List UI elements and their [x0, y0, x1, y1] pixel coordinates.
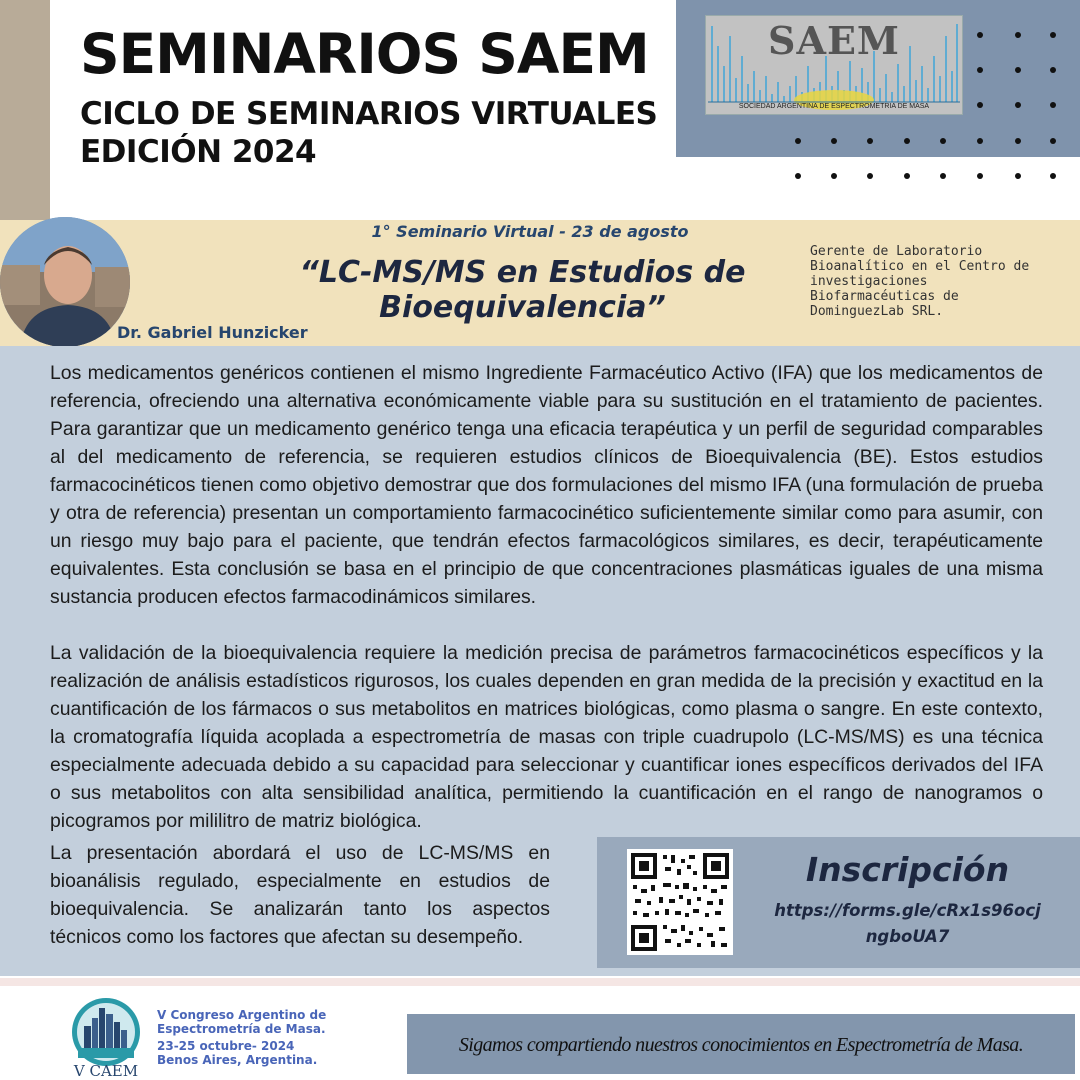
subtitle-line-2: EDICIÓN 2024 — [80, 134, 317, 170]
dot — [795, 173, 801, 179]
page-subtitle — [80, 95, 657, 171]
dot — [977, 173, 983, 179]
registration-title: Inscripción — [805, 850, 1010, 889]
city-skyline-icon — [70, 996, 142, 1068]
speaker-role-line: Gerente de Laboratorio — [810, 244, 983, 259]
subtitle-line-1: CICLO DE SEMINARIOS VIRTUALES — [80, 96, 658, 132]
qr-code-icon — [627, 849, 733, 955]
dot — [867, 173, 873, 179]
dot — [1050, 138, 1056, 144]
dot — [940, 138, 946, 144]
logo-wordmark: SAEM — [768, 18, 900, 63]
dot — [904, 173, 910, 179]
page-title: SEMINARIOS SAEM — [80, 22, 649, 86]
decorative-stripe — [0, 0, 50, 220]
dot — [977, 67, 983, 73]
caem-label: V CAEM — [73, 1062, 139, 1080]
speaker-role — [810, 244, 1070, 319]
dot — [795, 138, 801, 144]
congress-line: V Congreso Argentino de — [157, 1008, 327, 1022]
dot — [1015, 102, 1021, 108]
congress-line: Espectrometría de Masa. — [157, 1022, 326, 1036]
dot — [1050, 173, 1056, 179]
dot — [1050, 102, 1056, 108]
dot — [977, 102, 983, 108]
dot — [977, 32, 983, 38]
talk-title-line-2: Bioequivalencia” — [379, 290, 666, 325]
caem-logo — [70, 996, 142, 1068]
speaker-photo — [0, 217, 130, 347]
dot — [1015, 67, 1021, 73]
dot — [1015, 138, 1021, 144]
speaker-role-line: DominguezLab SRL. — [810, 304, 944, 319]
dot — [940, 173, 946, 179]
tagline: Sigamos compartiendo nuestros conocimientos en Espectrometría de Masa. — [458, 1034, 1024, 1056]
congress-line: Benos Aires, Argentina. — [157, 1053, 318, 1067]
talk-title — [250, 255, 795, 325]
dot — [831, 173, 837, 179]
abstract-paragraph-1: Los medicamentos genéricos contienen el mismo Ingrediente Farmacéutico Activo (IFA) que los medicamentos de referencia, ofreciendo una alternativa económicamente viable para su sustitución en el tratamiento de pacientes. Para garantizar que un medicamento genérico tenga una eficacia terapéutica y un perfil de seguridad comparables al del medicamento de referencia, se requieren estudios clínicos de Bioequivalencia (BE). Estos estudios farmacocinéticos tienen como objetivo demostrar que dos formulaciones del mismo IFA (una formulación de prueba y otra de referencia) presentan un comportamiento farmacocinético suficientemente similar como para asumir, con un riesgo muy bajo para el paciente, que tendrán efectos farmacológicos similares, es decir, terapéuticamente equivalentes. Esta conclusión se basa en el principio de que concentraciones plasmáticas iguales de una misma sustancia producen efectos farmacodinámicos similares. — [50, 362, 1043, 608]
abstract-paragraph-3: La presentación abordará el uso de LC-MS/MS en bioanálisis regulado, especialmente en estudios de bioequivalencia. Se analizarán tanto los aspectos técnicos como los factores que afectan su desempeño. — [50, 842, 550, 948]
dot — [1050, 67, 1056, 73]
logo-full-name: SOCIEDAD ARGENTINA DE ESPECTROMETRIA DE MASA — [738, 103, 930, 110]
dot — [904, 138, 910, 144]
footer-divider — [0, 978, 1080, 986]
speaker-portrait-icon — [0, 217, 130, 347]
qr-code[interactable] — [627, 849, 733, 955]
saem-logo — [705, 15, 963, 115]
dot — [1015, 32, 1021, 38]
speaker-role-line: investigaciones — [810, 274, 928, 289]
dot — [831, 138, 837, 144]
dot — [1015, 173, 1021, 179]
congress-info — [157, 1008, 326, 1067]
dot — [1050, 32, 1056, 38]
speaker-name: Dr. Gabriel Hunzicker — [117, 323, 308, 342]
speaker-role-line: Biofarmacéuticas de — [810, 289, 959, 304]
registration-link[interactable]: https://forms.gle/cRx1s96ocjngboUA7 — [774, 901, 1041, 946]
talk-title-line-1: “LC-MS/MS en Estudios de — [299, 255, 746, 290]
congress-line: 23-25 octubre- 2024 — [157, 1039, 295, 1053]
seminar-date: 1° Seminario Virtual - 23 de agosto — [371, 222, 689, 241]
dot — [977, 138, 983, 144]
abstract-paragraph-2: La validación de la bioequivalencia requiere la medición precisa de parámetros farmacocinéticos específicos y la realización de análisis estadísticos rigurosos, los cuales dependen en gran medida de la precisión y exactitud en la cuantificación de los fármacos o sus metabolitos en matrices biológicas, como plasma o sangre. En este contexto, la cromatografía líquida acoplada a espectrometría de masas con triple cuadrupolo (LC-MS/MS) es una técnica especialmente adecuada debido a su capacidad para seleccionar y cuantificar iones específicos derivados del IFA o sus metabolitos con alta sensibilidad analítica, permitiendo la cuantificación en el rango de nanogramos o picogramos por mililitro de matriz biológica. — [50, 642, 1043, 832]
speaker-role-line: Bioanalítico en el Centro de — [810, 259, 1030, 274]
dot — [867, 138, 873, 144]
